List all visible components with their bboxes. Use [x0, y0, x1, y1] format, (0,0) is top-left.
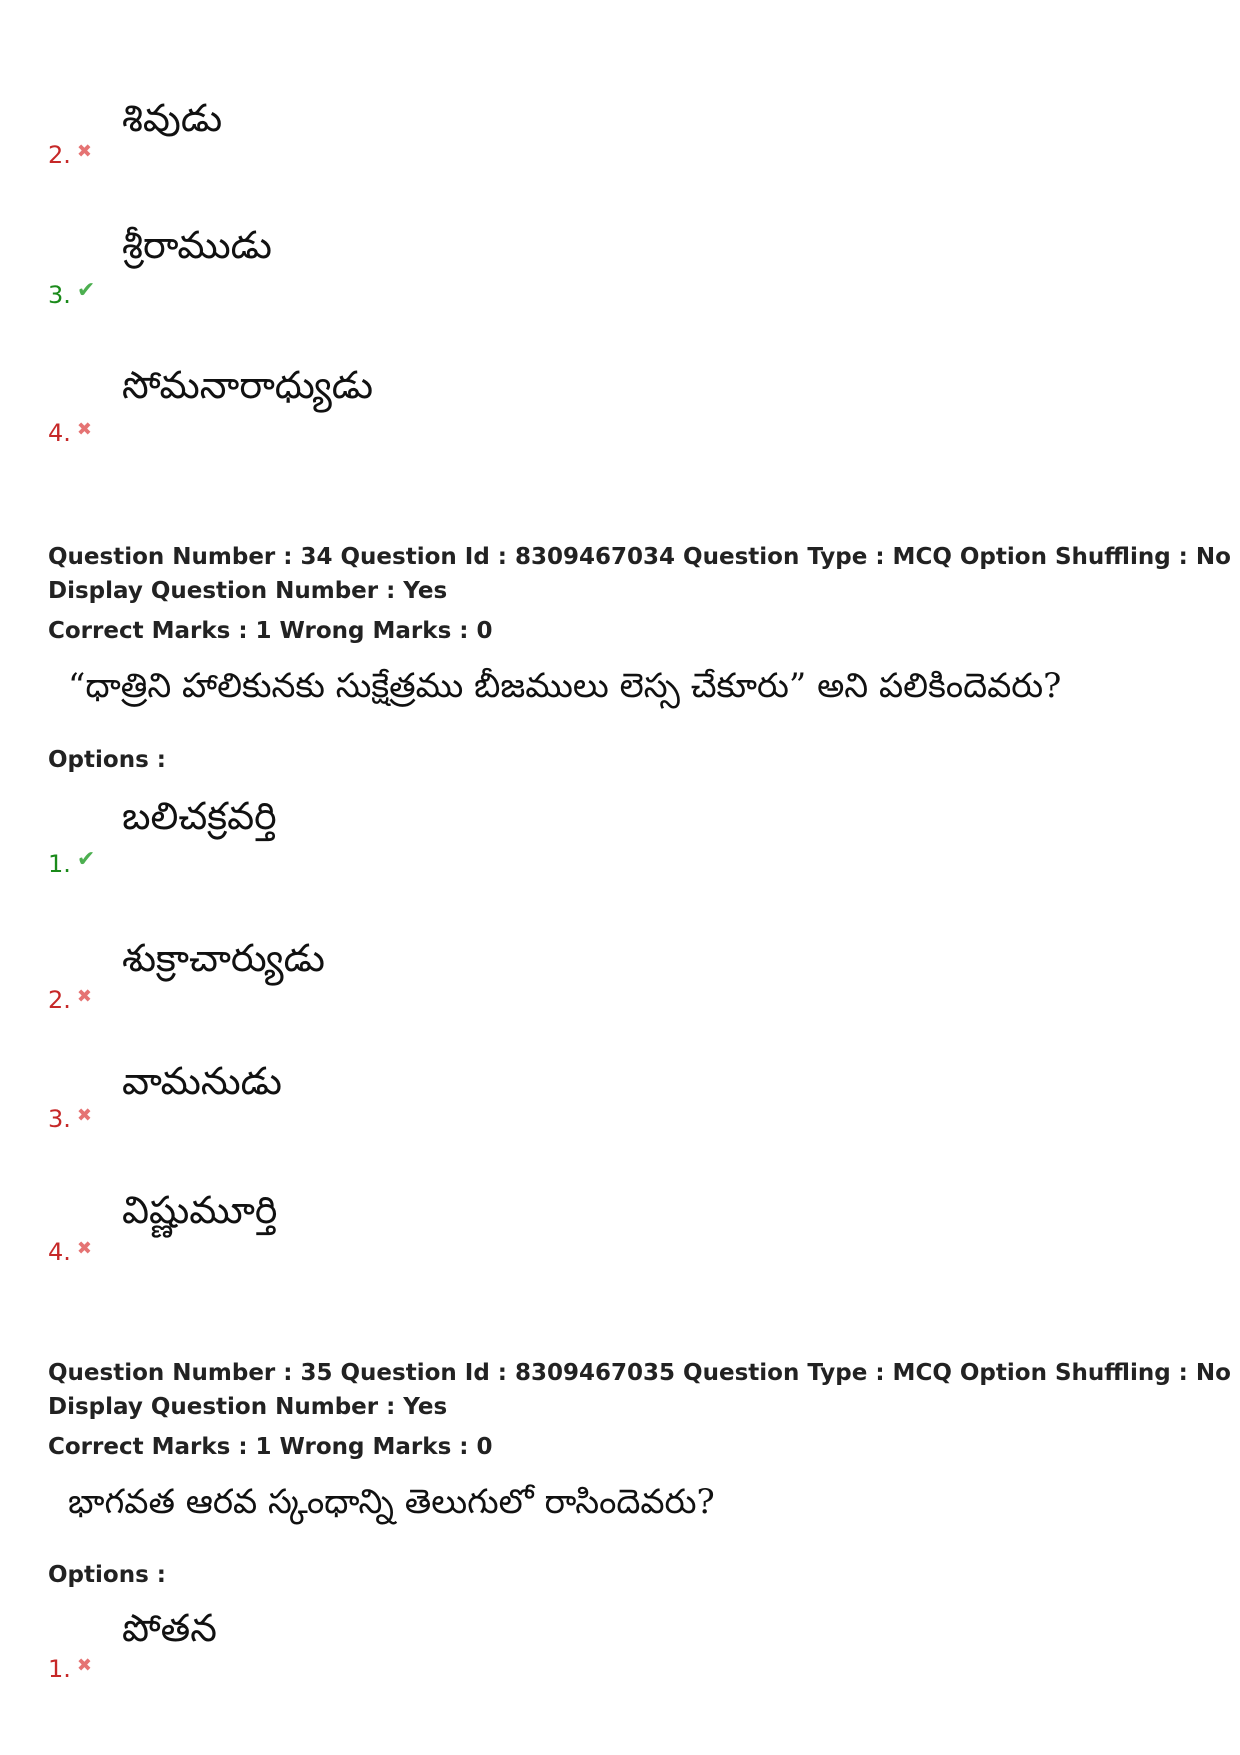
option-marker — [48, 983, 92, 1014]
option-number: 1. — [48, 1655, 71, 1683]
option-marker — [48, 138, 92, 169]
option-number: 2. — [48, 986, 71, 1014]
option-text: శివుడు — [122, 96, 223, 140]
cross-icon: ✖ — [76, 419, 92, 440]
option-text: వామనుడు — [122, 1059, 282, 1103]
options-label: Options : — [48, 747, 166, 773]
question-meta-line: Display Question Number : Yes — [48, 1394, 448, 1420]
option-text: శ్రీరాముడు — [122, 223, 272, 267]
cross-icon: ✖ — [76, 141, 92, 162]
option-marker — [48, 1102, 92, 1133]
option-marker — [48, 846, 95, 878]
check-icon: ✔ — [76, 847, 96, 872]
option-number: 3. — [48, 281, 71, 309]
option-text: బలిచక్రవర్తి — [122, 794, 277, 838]
option-number: 4. — [48, 419, 71, 447]
option-marker — [48, 1652, 92, 1683]
cross-icon: ✖ — [76, 1655, 92, 1676]
question-text: “ధాత్రిని హాలికునకు సుక్షేత్రము బీజములు లెస్స చేకూరు” అని పలికిందెవరు? — [68, 666, 1062, 706]
option-marker — [48, 1235, 92, 1266]
option-marker — [48, 277, 95, 309]
option-number: 3. — [48, 1105, 71, 1133]
option-marker — [48, 416, 92, 447]
option-text: విష్ణుమూర్తి — [122, 1188, 278, 1232]
question-meta-line: Question Number : 34 Question Id : 8309467034 Question Type : MCQ Option Shuffling : No — [48, 544, 1231, 570]
question-text: భాగవత ఆరవ స్కంధాన్ని తెలుగులో రాసిందెవరు? — [68, 1482, 715, 1522]
option-text: పోతన — [122, 1606, 217, 1650]
options-label: Options : — [48, 1562, 166, 1588]
question-meta-line: Display Question Number : Yes — [48, 578, 448, 604]
option-number: 1. — [48, 850, 71, 878]
check-icon: ✔ — [76, 278, 96, 303]
question-marks: Correct Marks : 1 Wrong Marks : 0 — [48, 1434, 493, 1460]
cross-icon: ✖ — [76, 1105, 92, 1126]
question-marks: Correct Marks : 1 Wrong Marks : 0 — [48, 618, 493, 644]
option-text: సోమనారాధ్యుడు — [122, 363, 374, 407]
cross-icon: ✖ — [76, 986, 92, 1007]
option-number: 4. — [48, 1238, 71, 1266]
option-text: శుక్రాచార్యుడు — [122, 936, 325, 980]
question-meta-line: Question Number : 35 Question Id : 8309467035 Question Type : MCQ Option Shuffling : No — [48, 1360, 1231, 1386]
option-number: 2. — [48, 141, 71, 169]
cross-icon: ✖ — [76, 1238, 92, 1259]
